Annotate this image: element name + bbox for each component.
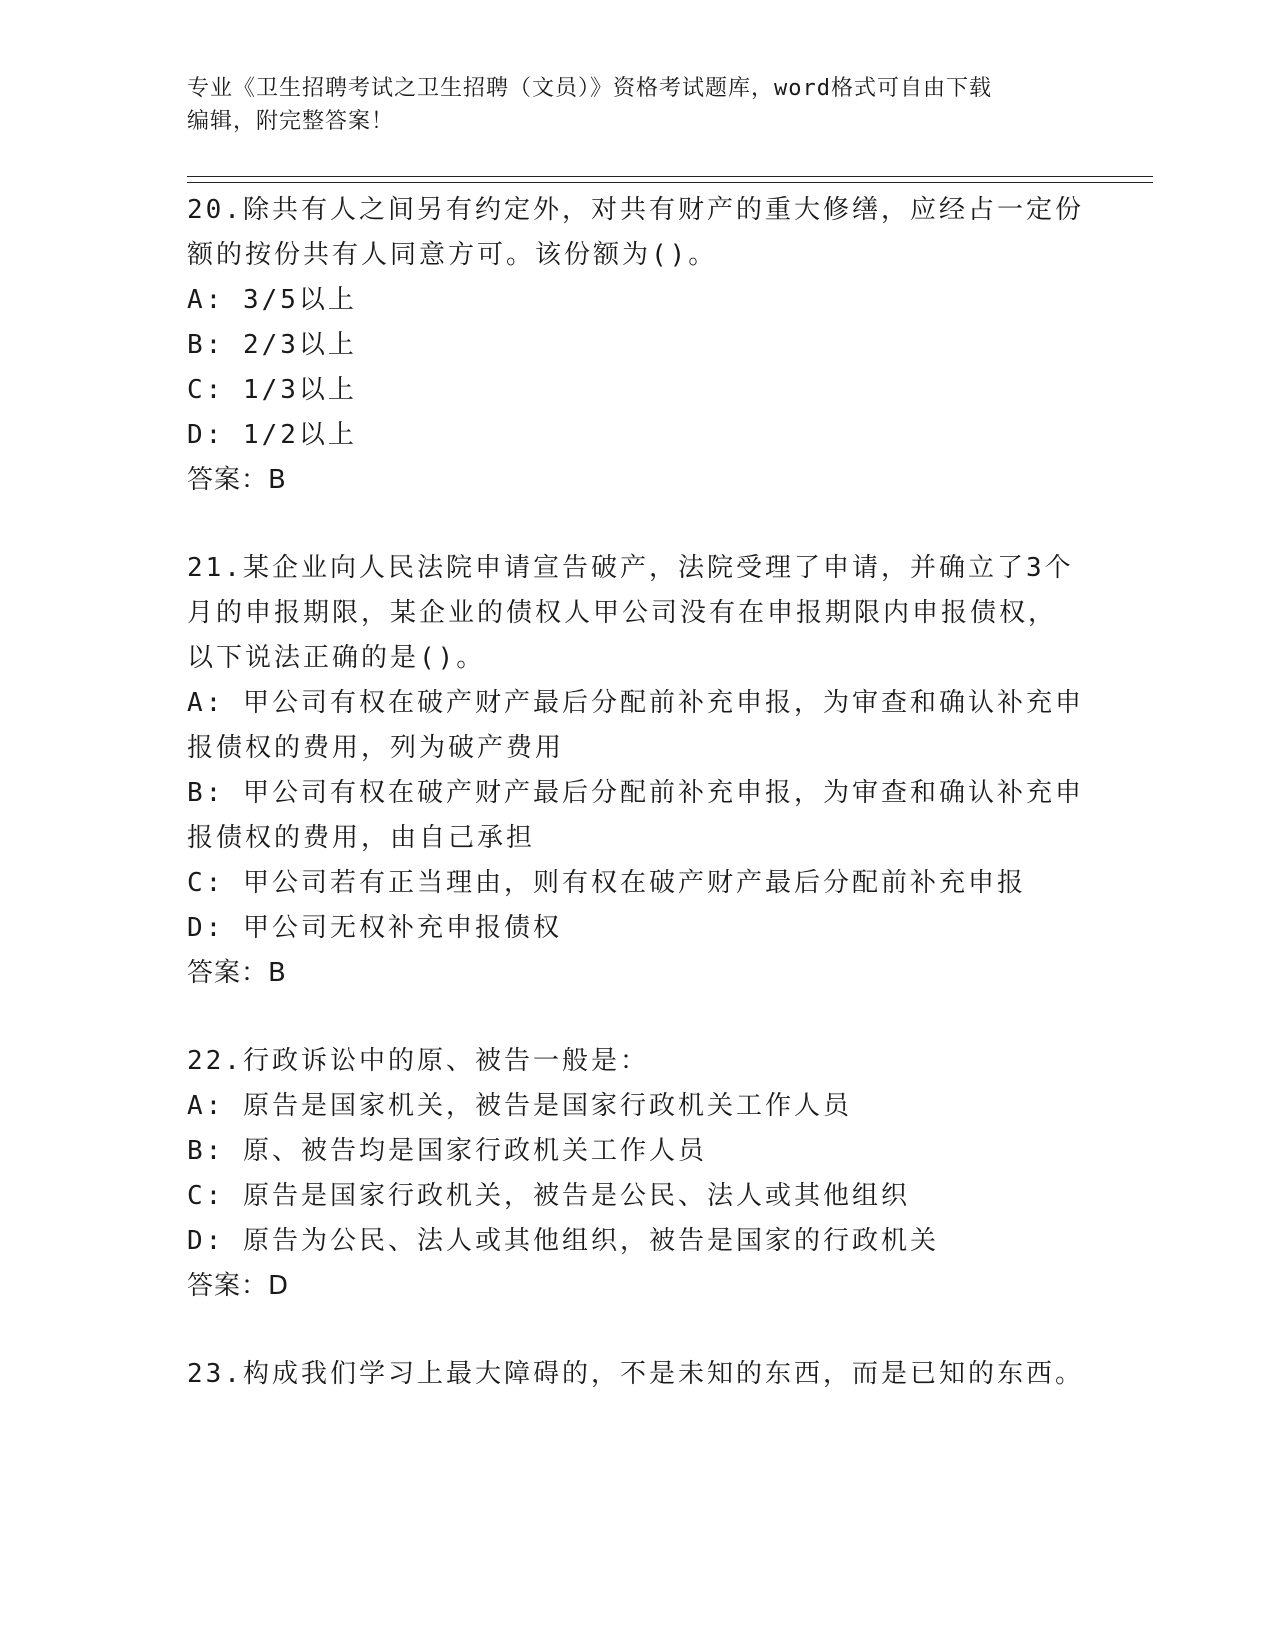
header-line-2: 编辑，附完整答案！ — [187, 109, 395, 134]
option-line: C: 原告是国家行政机关，被告是公民、法人或其他组织 — [187, 1181, 910, 1211]
option-line: B: 原、被告均是国家行政机关工作人员 — [187, 1136, 707, 1166]
option-line: A: 3/5以上 — [187, 285, 357, 315]
question-stem-line: 以下说法正确的是()。 — [187, 643, 486, 673]
option-line: C: 1/3以上 — [187, 375, 357, 405]
question-block — [187, 1352, 1087, 1397]
option-line: D: 1/2以上 — [187, 420, 357, 450]
question-block — [187, 546, 1087, 996]
option-line: A: 原告是国家机关，被告是国家行政机关工作人员 — [187, 1091, 852, 1121]
option-line: A: 甲公司有权在破产财产最后分配前补充申报，为审查和确认补充申 — [187, 688, 1084, 718]
question-block — [187, 188, 1087, 503]
option-line: C: 甲公司若有正当理由，则有权在破产财产最后分配前补充申报 — [187, 868, 1026, 898]
option-line: B: 2/3以上 — [187, 330, 357, 360]
question-stem-line: 月的申报期限，某企业的债权人甲公司没有在申报期限内申报债权， — [187, 598, 1058, 628]
question-block — [187, 1039, 1087, 1309]
question-list — [187, 188, 1087, 1440]
option-line: 报债权的费用，列为破产费用 — [187, 733, 565, 763]
header-rule-bottom — [187, 182, 1153, 183]
question-stem-line: 23.构成我们学习上最大障碍的，不是未知的东西，而是已知的东西。 — [187, 1359, 1084, 1389]
question-stem-line: 21.某企业向人民法院申请宣告破产，法院受理了申请，并确立了3个 — [187, 553, 1074, 583]
option-line: D: 甲公司无权补充申报债权 — [187, 913, 562, 943]
question-stem-line: 22.行政诉讼中的原、被告一般是： — [187, 1046, 649, 1076]
header-rule-top — [187, 176, 1153, 177]
question-stem-line: 20.除共有人之间另有约定外，对共有财产的重大修缮，应经占一定份 — [187, 195, 1084, 225]
option-line: 报债权的费用，由自己承担 — [187, 823, 536, 853]
option-line: D: 原告为公民、法人或其他组织，被告是国家的行政机关 — [187, 1226, 939, 1256]
option-line: B: 甲公司有权在破产财产最后分配前补充申报，为审查和确认补充申 — [187, 778, 1084, 808]
answer-line: 答案：B — [187, 465, 287, 495]
answer-line: 答案：D — [187, 1271, 290, 1301]
header-line-1: 专业《卫生招聘考试之卫生招聘（文员）》资格考试题库，word格式可自由下载 — [187, 76, 992, 101]
answer-line: 答案：B — [187, 958, 287, 988]
document-header — [187, 72, 1087, 138]
question-stem-line: 额的按份共有人同意方可。该份额为()。 — [187, 240, 718, 270]
